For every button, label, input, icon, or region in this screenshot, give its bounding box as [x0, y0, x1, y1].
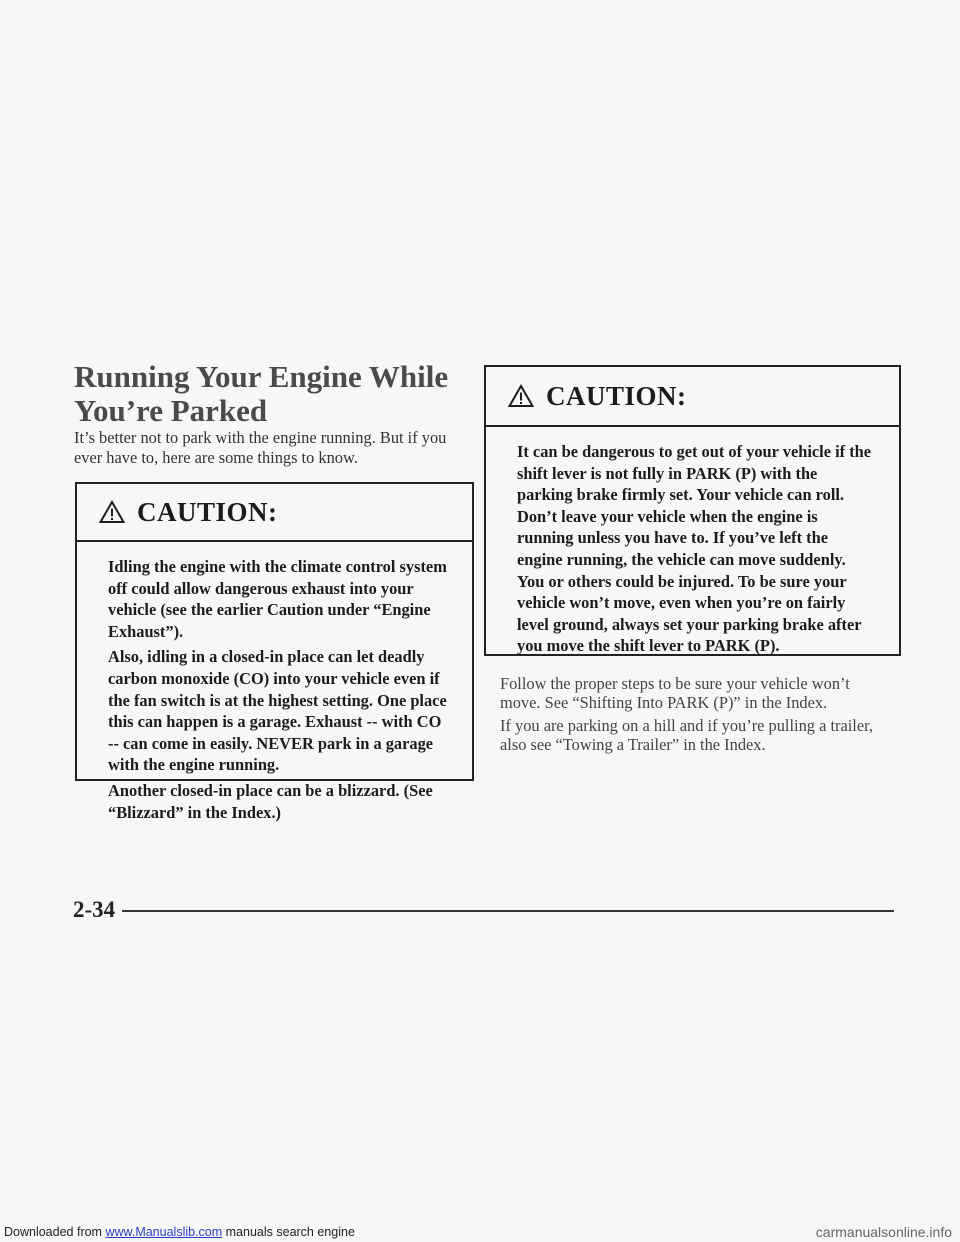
caution-box-parking	[484, 365, 901, 656]
caution-body	[486, 427, 899, 657]
caution-header	[77, 484, 472, 542]
caution-header	[486, 367, 899, 427]
section-title-line2: You’re Parked	[74, 393, 268, 428]
watermark: carmanualsonline.info	[815, 1224, 952, 1240]
warning-triangle-icon	[99, 500, 125, 524]
download-prefix: Downloaded from	[4, 1225, 106, 1239]
section-title	[74, 360, 474, 428]
caution-body	[77, 542, 472, 823]
page-number: 2-34	[73, 897, 116, 922]
caution-paragraph: Another closed-in place can be a blizzard. (See “Blizzard” in the Index.)	[108, 780, 433, 822]
caution-heading: CAUTION:	[546, 380, 687, 411]
caution-paragraph: It can be dangerous to get out of your vehicle if the shift lever is not fully in PARK (P) with the parking brake firmly set. Your vehicle can roll. Don’t leave your vehicle when the engine is running unless you have to. If you’ve left the engine running, the vehicle can move suddenly. You or others could be injured. To be sure your vehicle won’t move, even when you’re on fairly level ground, always set your parking brake after you move the shift lever to PARK (P).	[517, 442, 872, 656]
body-paragraph-hill-trailer: If you are parking on a hill and if you’re pulling a trailer, also see “Towing a Trailer” in the Index.	[500, 716, 874, 754]
caution-paragraph: Idling the engine with the climate control system off could allow dangerous exhaust into your vehicle (see the earlier Caution under “Engine Exhaust”).	[108, 557, 447, 641]
warning-triangle-icon	[508, 384, 534, 408]
intro-paragraph: It’s better not to park with the engine running. But if you ever have to, here are some things to know.	[74, 428, 447, 467]
footer-rule	[122, 910, 894, 912]
caution-heading: CAUTION:	[137, 496, 278, 527]
section-title-line1: Running Your Engine While	[74, 359, 449, 394]
caution-paragraph: Also, idling in a closed-in place can let deadly carbon monoxide (CO) into your vehicle even if the fan switch is at the highest setting. One place this can happen is a garage. Exhaust -- with CO -- can come in easily. NEVER park in a garage with the engine running.	[108, 647, 447, 775]
caution-box-idling	[75, 482, 474, 822]
download-suffix: manuals search engine	[222, 1225, 355, 1239]
body-paragraph-follow-steps: Follow the proper steps to be sure your vehicle won’t move. See “Shifting Into PARK (P)” in the Index.	[500, 674, 850, 712]
manualslib-link[interactable]: www.Manualslib.com	[105, 1225, 223, 1239]
